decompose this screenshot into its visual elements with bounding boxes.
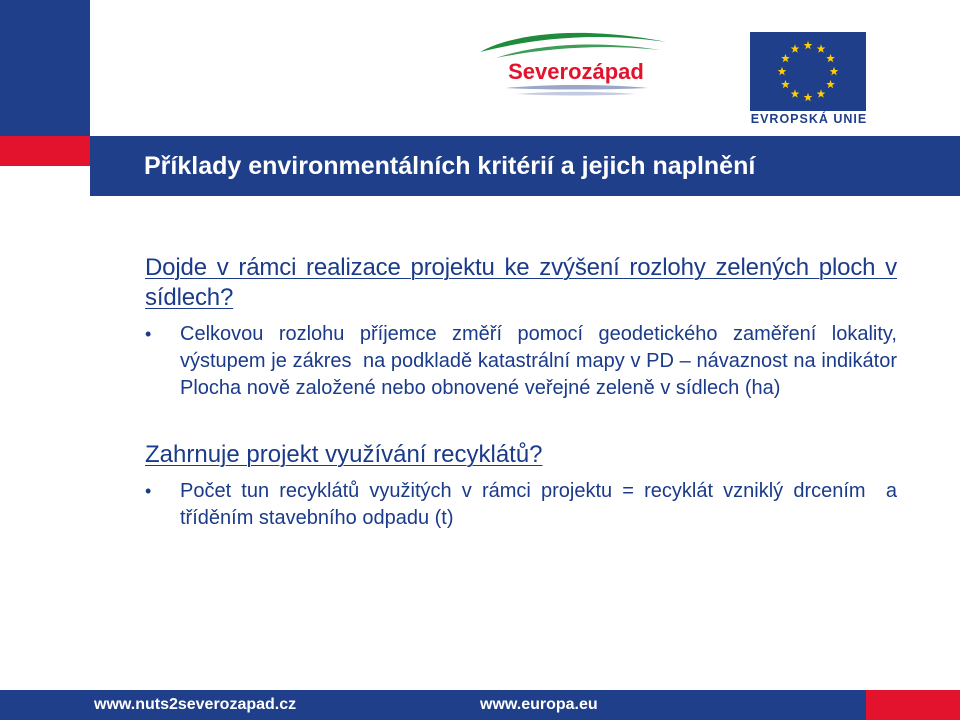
- bullet-text-recyclates: Počet tun recyklátů využitých v rámci projektu = recyklát vzniklý drcením a tříděním stavebního odpadu (t): [180, 480, 903, 529]
- bullet-item: [145, 321, 903, 402]
- bullet-dot-icon: •: [145, 481, 152, 501]
- bullet-dot-icon: •: [145, 324, 152, 344]
- footer-link-europa[interactable]: www.europa.eu: [480, 696, 598, 713]
- title-bar: [90, 136, 960, 196]
- severozapad-logo-text: Severozápad: [508, 59, 644, 84]
- severozapad-logo: [476, 28, 676, 98]
- bullet-text-green-areas: Celkovou rozlohu příjemce změří pomocí geodetického zaměření lokality, výstupem je zákres na podkladě katastrální mapy v PD – návaznost na indikátor Plocha nově založené nebo obnovené veřejné zeleně v sídlech (ha): [180, 323, 903, 399]
- eu-logo: [750, 32, 870, 132]
- bullet-list-2: [145, 478, 903, 532]
- question-recyclates: Zahrnuje projekt využívání recyklátů?: [145, 441, 543, 468]
- left-red-stripe: [0, 136, 90, 166]
- footer-link-nuts2[interactable]: www.nuts2severozapad.cz: [94, 696, 297, 713]
- bullet-item: [145, 478, 903, 532]
- footer-red-block: [866, 690, 960, 720]
- severozapad-swoosh-icon: [476, 28, 676, 98]
- eu-flag-icon: [750, 32, 866, 111]
- eu-logo-text: EVROPSKÁ UNIE: [750, 112, 868, 126]
- bullet-list-1: [145, 321, 903, 402]
- footer-bar: [0, 690, 866, 720]
- content-area: [145, 253, 903, 532]
- question-green-areas: Dojde v rámci realizace projektu ke zvýšení rozlohy zelených ploch v sídlech?: [145, 254, 897, 311]
- page-title: Příklady environmentálních kritérií a jejich naplnění: [144, 151, 756, 180]
- left-blue-stripe: [0, 0, 90, 136]
